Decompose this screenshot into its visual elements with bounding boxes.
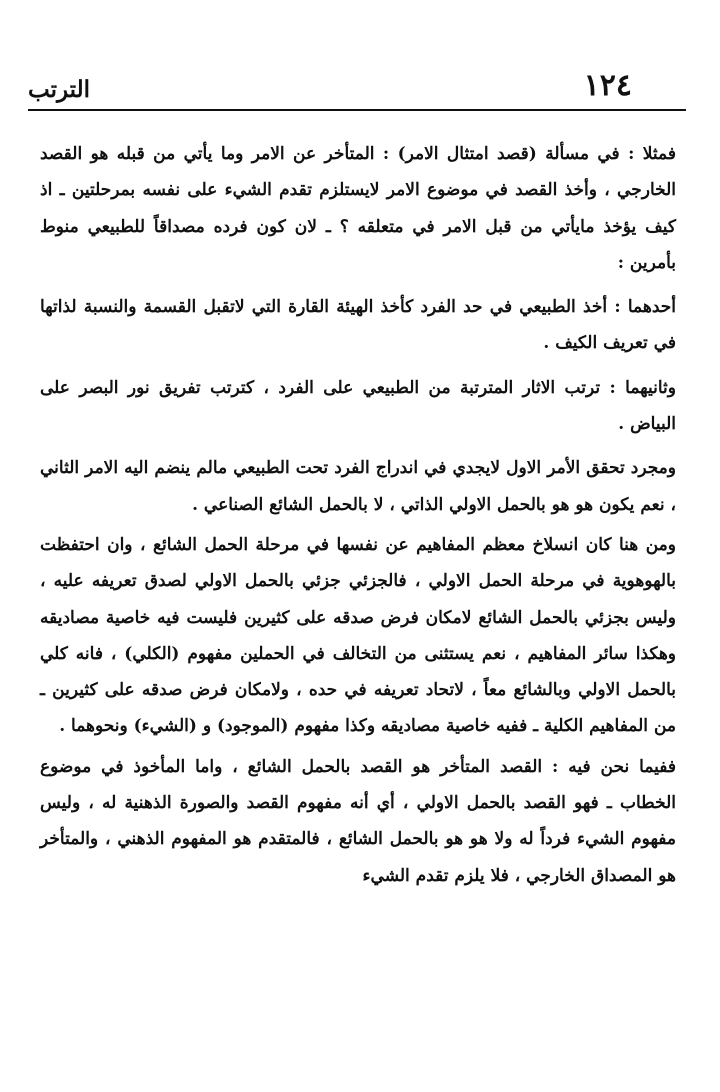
paragraph: فمثلا : في مسألة (قصد امتثال الامر) : المتأخر عن الامر وما يأتي من قبله هو القصد الخارجي ، وأخذ القصد في موضوع الامر لايستلزم تقدم الشيء على نفسه بمرحلتين ـ اذ كيف يؤخذ مايأتي من قبل الامر في متعلقه ؟ ـ لان كون فرده مصداقاً للطبيعي منوط بأمرين : xyxy=(40,144,676,273)
paragraph: ومن هنا كان انسلاخ معظم المفاهيم عن نفسها في مرحلة الحمل الشائع ، وان احتفظت بالهوهوية في مرحلة الحمل الاولي ، فالجزئي جزئي بالحمل الاولي لصدق تعريفه عليه ، وليس بجزئي بالحمل الشائع لامكان فرض صدقه على كثيرين فليست فيه خاصية مصاديقه وهكذا سائر المفاهيم ، نعم يستثنى من التخالف في الحملين مفهوم (الكلي) ، فانه كلي بالحمل الاولي وبالشائع معاً ، لاتحاد تعريفه في حده ، ولامكان فرض صدقه على كثيرين ـ من المفاهيم الكلية ـ ففيه خاصية مصاديقه وكذا مفهوم (الموجود) و (الشيء) ونحوهما . xyxy=(40,534,676,737)
paragraph: أحدهما : أخذ الطبيعي في حد الفرد كأخذ الهيئة القارة التي لاتقبل القسمة والنسبة لذاتها في تعريف الكيف . xyxy=(40,297,676,354)
page-body xyxy=(40,136,676,894)
paragraph: ففيما نحن فيه : القصد المتأخر هو القصد بالحمل الشائع ، واما المأخوذ في موضوع الخطاب ـ فهو القصد بالحمل الاولي ، أي أنه مفهوم القصد والصورة الذهنية له ، وليس مفهوم الشيء فرداً له ولا هو هو بالحمل الشائع ، فالمتقدم هو المفهوم الذهني ، والمتأخر هو المصداق الخارجي ، فلا يلزم تقدم الشيء xyxy=(40,756,676,886)
paragraph: وثانيهما : ترتب الاثار المترتبة من الطبيعي على الفرد ، كترتب تفريق نور البصر على البياض . xyxy=(40,377,676,435)
paragraph: ومجرد تحقق الأمر الاول لايجدي في اندراج الفرد تحت الطبيعي مالم ينضم اليه الامر الثاني ، نعم يكون هو هو بالحمل الاولي الذاتي ، لا بالحمل الشائع الصناعي . xyxy=(40,458,676,515)
page-header xyxy=(28,64,692,114)
header-rule xyxy=(28,109,686,111)
page-number: ١٢٤ xyxy=(583,68,632,103)
running-title: الترتب xyxy=(28,76,91,103)
